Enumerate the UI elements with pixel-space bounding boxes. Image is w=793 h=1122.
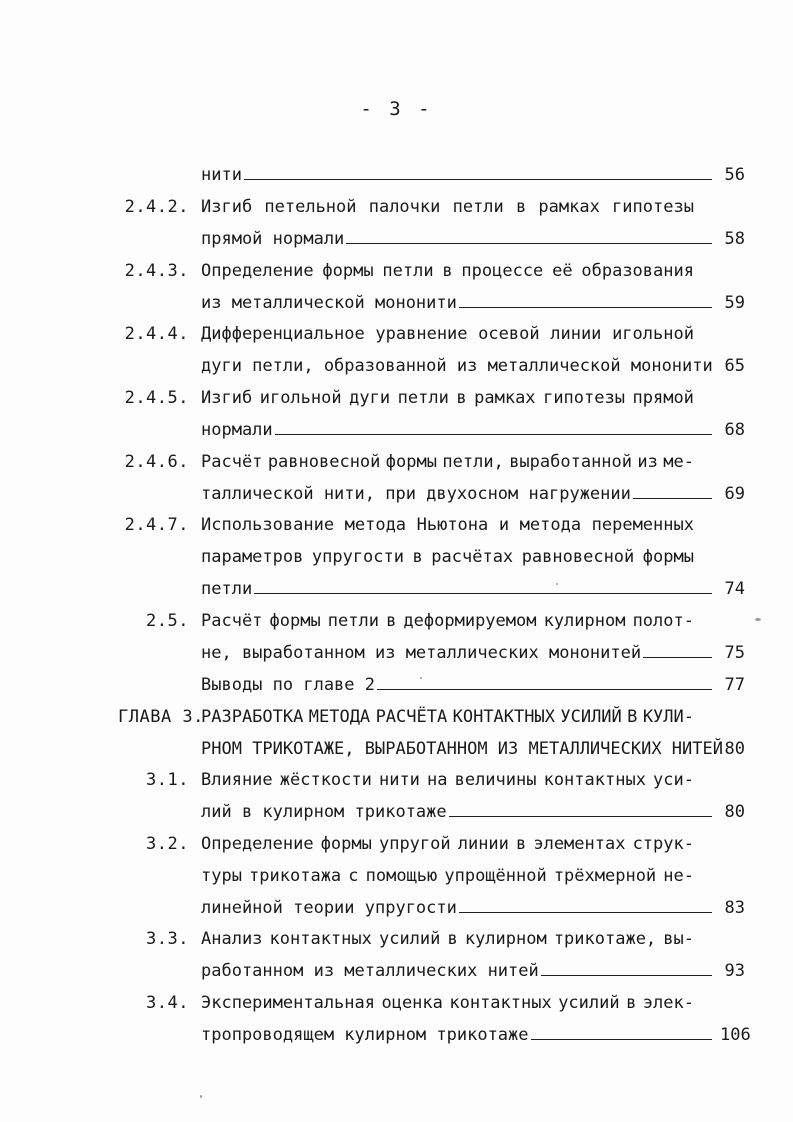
- leader-rule: [633, 479, 712, 499]
- toc-word: помощью: [365, 866, 438, 886]
- toc-entry-title: таллической нити, при двухосном нагружении: [201, 484, 631, 504]
- toc-word: переменных: [591, 515, 694, 535]
- toc-word: в: [516, 834, 527, 854]
- toc-word: Расчёт: [201, 611, 263, 631]
- toc-line: [100, 670, 745, 700]
- toc-section-number: 2.5.: [146, 611, 189, 631]
- toc-line: [100, 447, 745, 477]
- toc-section-number: 3.1.: [146, 770, 189, 790]
- leader-rule: [377, 670, 712, 690]
- toc-word: кулирном: [543, 611, 626, 631]
- toc-entry-title: нити: [201, 165, 242, 185]
- toc-section-number: 2.4.7.: [124, 515, 189, 535]
- toc-word: гипотезы: [543, 388, 625, 408]
- toc-line: [100, 702, 745, 732]
- toc-word: струк-: [632, 834, 694, 854]
- toc-leader-line: [201, 956, 714, 986]
- toc-word: упрощённой: [444, 866, 547, 886]
- toc-word: контактных: [449, 993, 552, 1013]
- toc-page-number: 77: [724, 675, 745, 695]
- toc-word: вы-: [663, 929, 694, 949]
- toc-line: [100, 224, 745, 254]
- toc-section-number: 2.4.5.: [124, 388, 189, 408]
- toc-line: [100, 288, 745, 318]
- toc-word: с: [348, 866, 359, 886]
- toc-entry-title: Выводы по главе 2: [201, 675, 375, 695]
- toc-word: петли: [382, 261, 434, 281]
- toc-line: [100, 893, 745, 923]
- toc-word: линии: [550, 324, 602, 344]
- toc-word: кулирном: [464, 929, 547, 949]
- toc-word: гипотезы: [612, 197, 694, 217]
- toc-leader-line: [201, 574, 714, 604]
- toc-word: не-: [663, 866, 694, 886]
- toc-word: расчётах: [431, 547, 514, 567]
- toc-leader-line: [201, 415, 714, 445]
- toc-line: [100, 606, 745, 636]
- toc-section-number: 3.4.: [146, 993, 189, 1013]
- toc-word: Влияние: [201, 770, 273, 790]
- toc-line: [100, 574, 745, 604]
- toc-word: Расчёт: [201, 452, 263, 472]
- leader-rule: [254, 574, 712, 594]
- toc-justified-line: [201, 606, 694, 636]
- toc-word: и: [498, 515, 510, 535]
- toc-line: [100, 956, 745, 986]
- toc-word: петли: [327, 611, 379, 631]
- toc-word: деформируемом: [403, 611, 537, 631]
- toc-word: оценка: [381, 993, 443, 1013]
- toc-justified-line: [201, 256, 694, 286]
- toc-word: упругой: [378, 834, 451, 854]
- toc-justified-line: [201, 702, 694, 732]
- toc-page-number: 93: [724, 961, 745, 981]
- toc-leader-line: [201, 638, 714, 668]
- toc-justified-line: [201, 924, 694, 954]
- toc-justified-line: [201, 319, 694, 349]
- toc-word: в: [412, 547, 423, 567]
- leader-rule: [643, 638, 712, 658]
- toc-word: выработанной: [509, 452, 633, 472]
- toc-entry-title: РНОМ ТРИКОТАЖЕ, ВЫРАБОТАННОМ ИЗ МЕТАЛЛИЧЕСКИХ НИТЕЙ: [201, 739, 723, 759]
- toc-page-number: 80: [724, 739, 745, 759]
- toc-section-number: 2.4.3.: [124, 261, 189, 281]
- toc-leader-line: [201, 1020, 714, 1050]
- toc-page-number: 69: [724, 484, 745, 504]
- toc-word: усилий: [558, 993, 620, 1013]
- toc-word: туры: [201, 866, 242, 886]
- toc-entry-title: нормали: [201, 420, 273, 440]
- toc-justified-line: [201, 383, 694, 413]
- toc-entry-title: не, выработанном из металлических мононитей: [201, 643, 642, 663]
- toc-page-number: 56: [724, 165, 745, 185]
- toc-page-number: 75: [724, 643, 745, 663]
- toc-word: КУЛИ-: [642, 707, 694, 727]
- scan-speck: [755, 618, 761, 621]
- leader-rule: [449, 797, 712, 817]
- toc-word: формы: [642, 547, 694, 567]
- scan-speck: [556, 583, 558, 585]
- toc-page-number: 74: [724, 579, 745, 599]
- toc-word: элементах: [533, 834, 626, 854]
- scan-speck: [200, 1095, 202, 1098]
- toc-leader-line: [201, 893, 714, 923]
- toc-word: Ньютона: [416, 515, 489, 535]
- toc-word: параметров: [201, 547, 304, 567]
- toc-page-number: 59: [724, 293, 745, 313]
- toc-line: [100, 510, 745, 540]
- toc-line: [100, 415, 745, 445]
- toc-word: рамках: [538, 197, 600, 217]
- toc-word: образования: [581, 261, 694, 281]
- toc-word: Определение: [201, 834, 314, 854]
- toc-leader-line: [201, 670, 714, 700]
- toc-section-number: 2.4.6.: [124, 452, 189, 472]
- toc-word: формы: [385, 452, 437, 472]
- toc-leader-line: [201, 351, 714, 381]
- toc-justified-line: [201, 988, 694, 1018]
- toc-word: формы: [269, 611, 321, 631]
- toc-word: на: [427, 770, 448, 790]
- toc-line: [100, 638, 745, 668]
- toc-word: в: [456, 388, 467, 408]
- toc-word: формы: [320, 834, 372, 854]
- toc-word: Анализ: [201, 929, 263, 949]
- toc-word: в: [515, 197, 527, 217]
- toc-word: петли: [452, 197, 504, 217]
- toc-word: трикотажа: [249, 866, 342, 886]
- toc-justified-line: [201, 861, 694, 891]
- toc-leader-line: [201, 288, 714, 318]
- toc-word: жёсткости: [279, 770, 372, 790]
- toc-line: [100, 256, 745, 286]
- toc-entry-title: работанном из металлических нитей: [201, 961, 539, 981]
- toc-word: нити: [378, 770, 420, 790]
- toc-section-number: ГЛАВА 3.: [118, 707, 204, 727]
- toc-word: метода: [344, 515, 407, 535]
- toc-word: контактных: [269, 929, 372, 949]
- toc-entry-title: петли: [201, 579, 253, 599]
- toc-entry-title: тропроводящем кулирном трикотаже: [201, 1025, 529, 1045]
- toc-justified-line: [201, 542, 694, 572]
- toc-leader-line: [201, 797, 714, 827]
- leader-rule: [459, 893, 712, 913]
- toc-word: трикотаже,: [553, 929, 657, 949]
- toc-word: петельной: [264, 197, 357, 217]
- toc-word: палочки: [368, 197, 441, 217]
- leader-rule: [459, 288, 712, 308]
- toc-page-number: 80: [724, 802, 745, 822]
- leader-rule: [346, 224, 712, 244]
- toc-word: метода: [519, 515, 582, 535]
- toc-line: [100, 383, 745, 413]
- toc-line: [100, 861, 745, 891]
- toc-section-number: 3.3.: [146, 929, 189, 949]
- toc-line: [100, 924, 745, 954]
- toc-word: контактных: [543, 770, 646, 790]
- toc-word: её: [552, 261, 573, 281]
- toc-word: формы: [322, 261, 374, 281]
- toc-word: в: [386, 611, 397, 631]
- toc-word: петли: [397, 388, 449, 408]
- toc-line: [100, 351, 745, 381]
- toc-justified-line: [201, 510, 694, 540]
- toc-word: прямой: [632, 388, 694, 408]
- toc-word: элек-: [642, 993, 694, 1013]
- toc-page-number: 65: [724, 356, 745, 376]
- toc-word: игольной: [259, 388, 342, 408]
- toc-page-number: 68: [724, 420, 745, 440]
- toc-word: процессе: [461, 261, 544, 281]
- toc-word: Изгиб: [201, 388, 253, 408]
- toc-page-number: 106: [720, 1025, 751, 1045]
- toc-word: игольной: [612, 324, 694, 344]
- toc-line: [100, 988, 745, 1018]
- toc-word: линии: [457, 834, 509, 854]
- toc-leader-line: [201, 224, 714, 254]
- toc-justified-line: [201, 765, 694, 795]
- leader-rule: [244, 160, 712, 180]
- toc-word: осевой: [478, 324, 540, 344]
- toc-entry-title: из металлической мононити: [201, 293, 457, 313]
- toc-entry-title: дуги петли, образованной из металлической мононити: [201, 356, 713, 376]
- toc-word: в: [442, 261, 453, 281]
- leader-rule: [531, 1020, 712, 1040]
- toc-word: РАЗРАБОТКА: [201, 707, 304, 727]
- toc-word: дуги: [349, 388, 391, 408]
- toc-line: [100, 479, 745, 509]
- toc-word: упругости: [311, 547, 404, 567]
- toc-line: [100, 542, 745, 572]
- toc-line: [100, 734, 745, 764]
- toc-word: равновесной: [267, 452, 381, 472]
- toc-line: [100, 160, 745, 190]
- toc-word: в: [447, 929, 458, 949]
- leader-rule: [275, 415, 712, 435]
- toc-line: [100, 765, 745, 795]
- toc-word: Изгиб: [201, 197, 253, 217]
- toc-word: величины: [454, 770, 537, 790]
- toc-line: [100, 192, 745, 222]
- toc-section-number: 2.4.2.: [124, 197, 189, 217]
- toc-word: МЕТОДА: [308, 707, 371, 727]
- toc-word: КОНТАКТНЫХ: [452, 707, 555, 727]
- toc-word: рамках: [474, 388, 536, 408]
- toc-justified-line: [201, 829, 694, 859]
- toc-word: полот-: [632, 611, 694, 631]
- toc-word: петли,: [442, 452, 504, 472]
- toc-word: уравнение: [375, 324, 468, 344]
- toc-section-number: 2.4.4.: [124, 324, 189, 344]
- toc-word: В: [627, 707, 638, 727]
- toc-line: [100, 319, 745, 349]
- page-number: - 3 -: [360, 98, 433, 120]
- toc-leader-line: [201, 479, 714, 509]
- scan-speck: [420, 677, 422, 679]
- toc-page-number: 58: [724, 229, 745, 249]
- toc-entry-title: линейной теории упругости: [201, 898, 457, 918]
- toc-line: [100, 829, 745, 859]
- toc-section-number: 3.2.: [146, 834, 189, 854]
- toc-entry-title: лий в кулирном трикотаже: [201, 802, 447, 822]
- toc-word: в: [626, 993, 637, 1013]
- toc-word: уси-: [653, 770, 694, 790]
- toc-justified-line: [201, 447, 694, 477]
- toc-leader-line: [201, 734, 723, 764]
- toc-word: Использование: [201, 515, 335, 535]
- toc-leader-line: [201, 160, 714, 190]
- toc-word: равновесной: [521, 547, 635, 567]
- toc-line: [100, 1020, 751, 1050]
- toc-page-number: 83: [724, 898, 745, 918]
- toc-word: Экспериментальная: [201, 993, 375, 1013]
- toc-word: РАСЧЁТА: [375, 707, 448, 727]
- toc-word: усилий: [378, 929, 441, 949]
- toc-word: Дифференциальное: [201, 324, 365, 344]
- leader-rule: [541, 956, 712, 976]
- toc-word: ме-: [663, 452, 694, 472]
- toc-entry-title: прямой нормали: [201, 229, 345, 249]
- toc-word: УСИЛИЙ: [560, 707, 622, 727]
- toc-justified-line: [201, 192, 694, 222]
- toc-line: [100, 797, 745, 827]
- toc-word: трёхмерной: [553, 866, 657, 886]
- toc-word: из: [637, 452, 658, 472]
- toc-word: Определение: [201, 261, 314, 281]
